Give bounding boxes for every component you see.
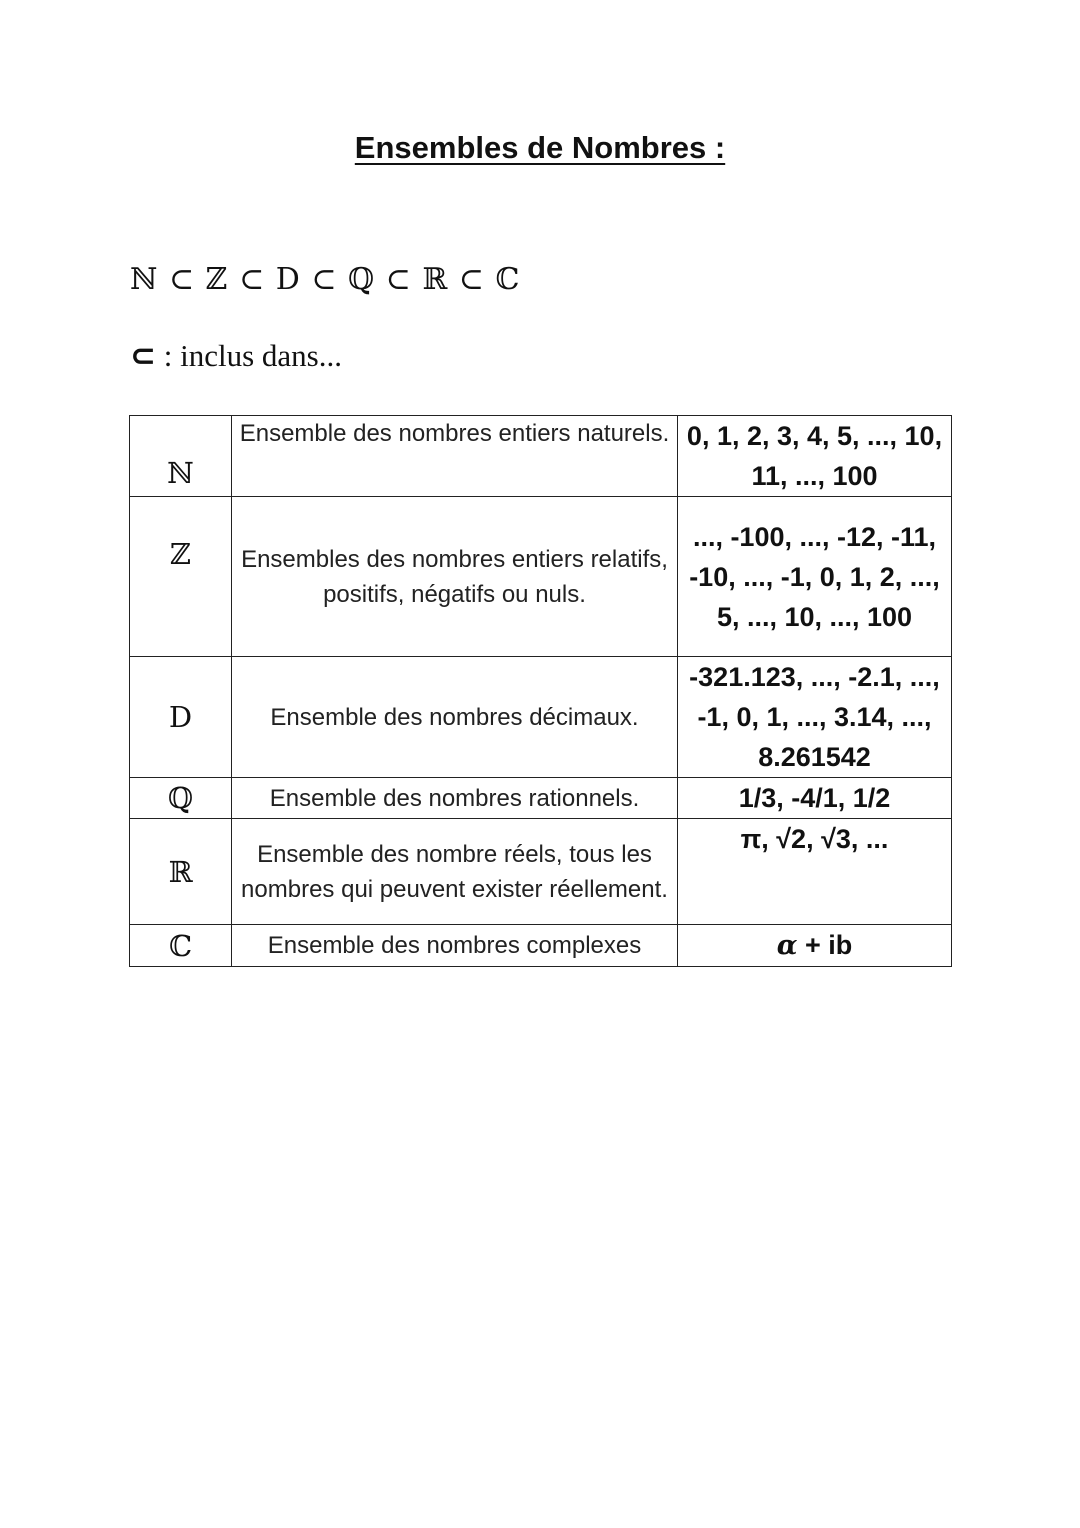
title-text: Ensembles de Nombres : xyxy=(354,130,726,165)
table-row xyxy=(130,925,952,967)
set-symbol: ℕ xyxy=(130,416,232,497)
set-description: Ensemble des nombres décimaux. xyxy=(232,657,678,778)
table-row xyxy=(130,778,952,819)
set-examples xyxy=(678,925,952,967)
set-examples: -321.123, ..., -2.1, ..., -1, 0, 1, ..., 3.14, ..., 8.261542 xyxy=(678,657,952,778)
set-examples: π, √2, √3, ... xyxy=(678,819,952,925)
alpha-symbol: α xyxy=(776,930,798,961)
table-row xyxy=(130,416,952,497)
set-symbol: D xyxy=(130,657,232,778)
examples-rest: + ib xyxy=(797,930,853,960)
set-description: Ensembles des nombres entiers relatifs, positifs, négatifs ou nuls. xyxy=(232,497,678,657)
set-examples: 1/3, -4/1, 1/2 xyxy=(678,778,952,819)
set-description: Ensemble des nombres rationnels. xyxy=(232,778,678,819)
set-symbol: ℂ xyxy=(130,925,232,967)
legend-text: : inclus dans... xyxy=(155,338,342,373)
legend xyxy=(130,338,342,374)
inclusion-chain: ℕ ⊂ ℤ ⊂ D ⊂ ℚ ⊂ ℝ ⊂ ℂ xyxy=(130,262,521,297)
set-examples: ..., -100, ..., -12, -11, -10, ..., -1, 0, 1, 2, ..., 5, ..., 10, ..., 100 xyxy=(678,497,952,657)
page-title xyxy=(0,130,1080,166)
set-description: Ensemble des nombres entiers naturels. xyxy=(232,416,678,497)
subset-symbol: ⊂ xyxy=(130,338,156,374)
set-symbol: ℚ xyxy=(130,778,232,819)
set-description: Ensemble des nombres complexes xyxy=(232,925,678,967)
table-row xyxy=(130,819,952,925)
set-examples: 0, 1, 2, 3, 4, 5, ..., 10, 11, ..., 100 xyxy=(678,416,952,497)
set-symbol: ℤ xyxy=(130,497,232,657)
table-row xyxy=(130,497,952,657)
table-row xyxy=(130,657,952,778)
set-description: Ensemble des nombre réels, tous les nombres qui peuvent exister réellement. xyxy=(232,819,678,925)
set-symbol: ℝ xyxy=(130,819,232,925)
number-sets-table xyxy=(129,415,952,967)
